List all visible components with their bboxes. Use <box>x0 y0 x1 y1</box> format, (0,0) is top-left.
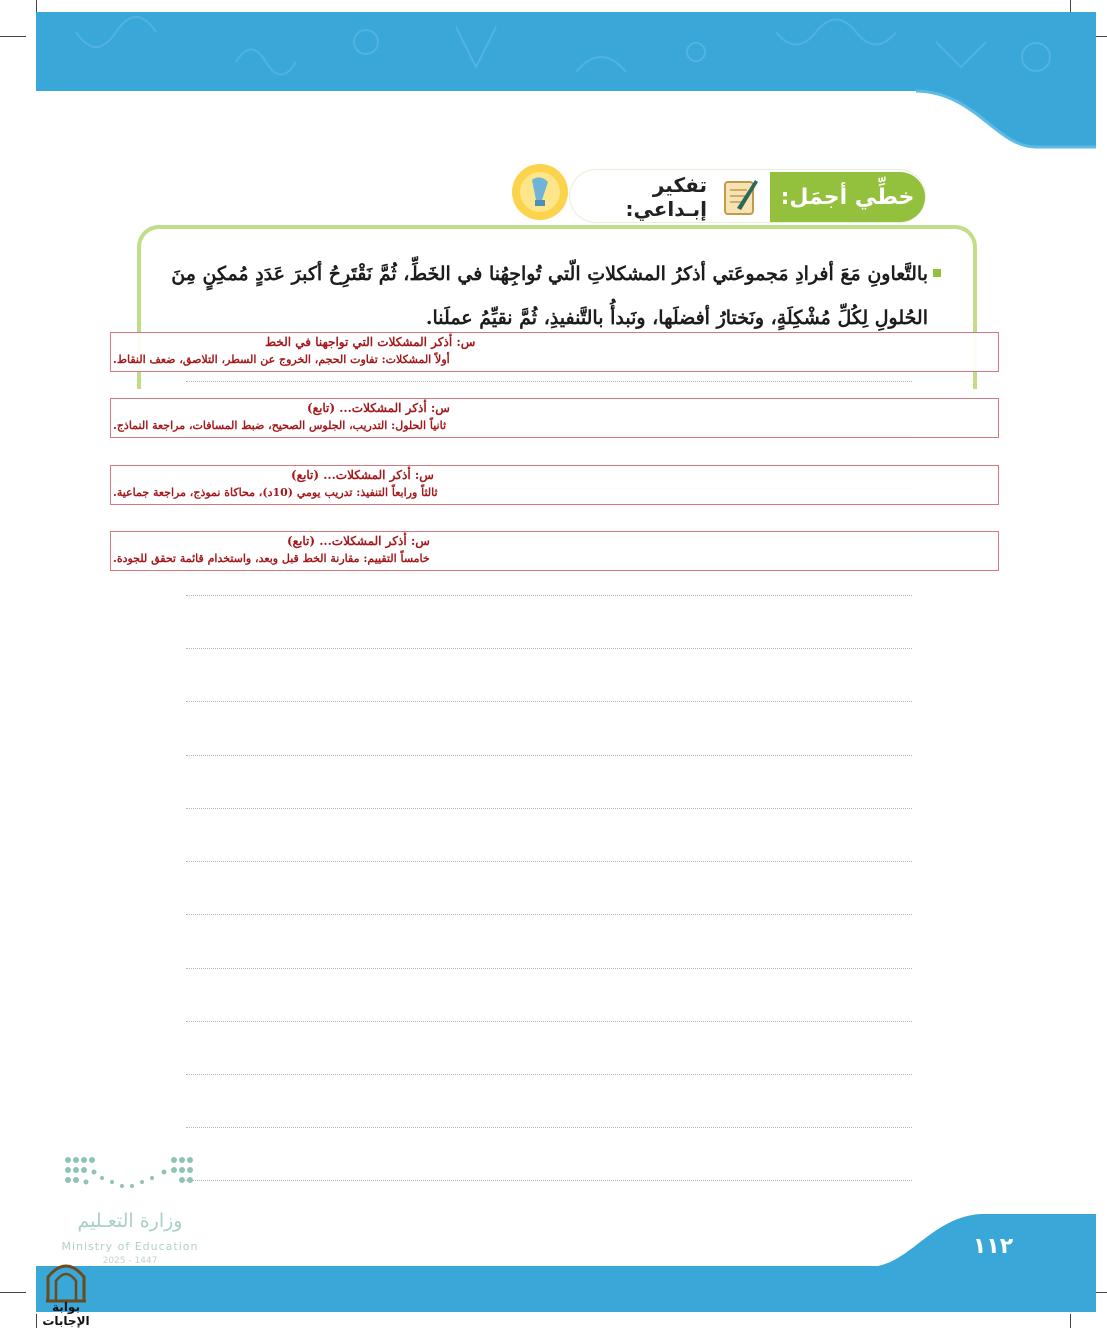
crop-mark <box>0 36 26 37</box>
answer-text: ثالثاً ورابعاً التنفيذ: تدريب يومي (10د)، محاكاة نموذج، مراجعة جماعية. <box>113 486 438 499</box>
crop-mark <box>0 1292 26 1293</box>
answer-text: ثانياً الحلول: التدريب، الجلوس الصحيح، ضبط المسافات، مراجعة النماذج. <box>113 419 447 432</box>
writing-line[interactable] <box>186 1074 912 1075</box>
writing-line[interactable] <box>186 1127 912 1128</box>
ministry-year: 2025 - 1447 <box>102 1256 158 1266</box>
writing-line[interactable] <box>186 1021 912 1022</box>
section-title: تفكير إبـداعي: <box>625 173 707 221</box>
answer-text: خامساً التقييم: مقارنة الخط قبل وبعد، واستخدام قائمة تحقق للجودة. <box>113 552 430 565</box>
writing-line[interactable] <box>186 808 912 809</box>
scroll-quill-icon <box>715 172 765 222</box>
ministry-name-ar: وزارة التعـليم <box>77 1210 183 1232</box>
answer-question: س: أذكر المشكلات... (تابع) <box>291 468 434 482</box>
answer-question: س: أذكر المشكلات... (تابع) <box>307 401 450 415</box>
writing-line[interactable] <box>186 701 912 702</box>
writing-line[interactable] <box>186 755 912 756</box>
ministry-name-en: Ministry of Education <box>61 1240 199 1253</box>
answer-question: س: أذكر المشكلات... (تابع) <box>287 534 430 548</box>
mosque-gate-icon <box>44 1255 88 1303</box>
answer-box <box>110 332 999 372</box>
crop-mark <box>1070 1314 1071 1328</box>
writing-line[interactable] <box>186 1180 912 1181</box>
section-step-label: خطِّي أجمَل: <box>770 172 925 222</box>
writing-line[interactable] <box>186 914 912 915</box>
bottom-banner <box>36 1266 1096 1312</box>
answer-box <box>110 465 999 505</box>
page-number: ١١٢ <box>972 1234 1014 1259</box>
task-instructions: بالتَّعاونِ مَعَ أفرادِ مَجموعَتي أذكرُ المشكلاتِ الّتي تُواجِهُنا في الخَطِّ، ثُمَّ نَقْتَرِحُ أكبرَ عَدَدٍ مُمكِنٍ مِنَ الحُلولِ لِكُلِّ مُشْكِلَةٍ، ونَختارُ أفضلَها، ونَبدأُ بالتَّنفيذِ، ثُمَّ نقيِّمُ عملَنا. <box>171 263 928 329</box>
writing-line[interactable] <box>186 968 912 969</box>
writing-line[interactable] <box>186 861 912 862</box>
answer-text: أولاً المشكلات: تفاوت الحجم، الخروج عن السطر، التلاصق، ضعف النقاط. <box>113 353 450 366</box>
lightbulb-icon <box>510 162 570 222</box>
answer-box <box>110 398 999 438</box>
ministry-logo <box>60 1152 200 1202</box>
writing-line[interactable] <box>186 648 912 649</box>
writing-line[interactable] <box>186 595 912 596</box>
top-banner <box>36 12 1096 152</box>
answer-box <box>110 531 999 571</box>
writing-line[interactable] <box>186 381 912 382</box>
bullet-marker <box>933 269 941 277</box>
answer-question: س: أذكر المشكلات التي تواجهنا في الخط <box>265 335 476 349</box>
portal-label: بوابة الإجابات <box>42 1300 90 1328</box>
